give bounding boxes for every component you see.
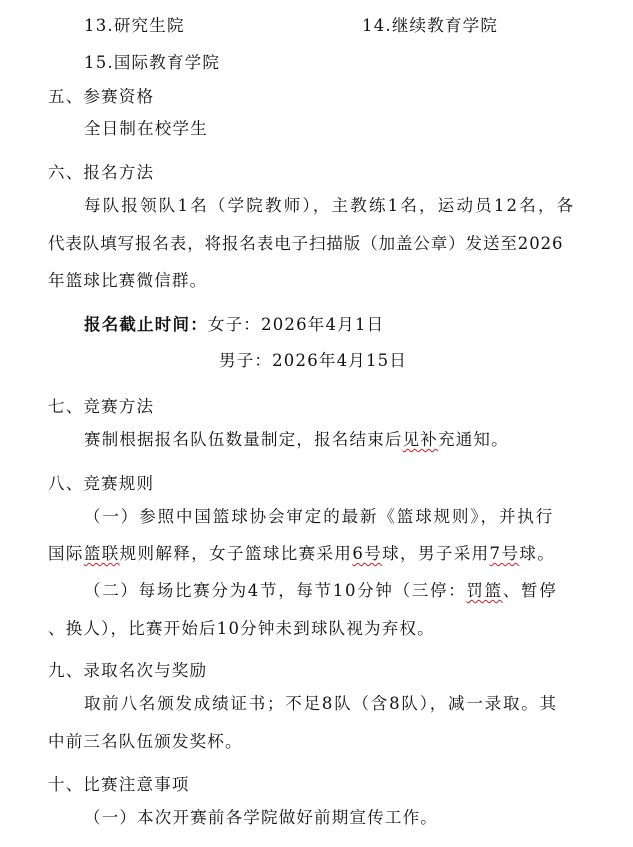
college-item-14: 14.继续教育学院 [362, 16, 499, 35]
deadline-label: 报名截止时间： [84, 315, 208, 334]
rule-1-line-2-a: 国际 [48, 544, 84, 563]
rule-1-line-1: （一）参照中国篮球协会审定的最新《篮球规则》，并执行 [84, 507, 555, 526]
deadline-row [84, 314, 384, 336]
deadline-men: 男子：2026年4月15日 [219, 351, 408, 370]
rule-2-line-1-b: 、暂停 [502, 581, 558, 600]
section-10-heading: 十、比赛注意事项 [48, 775, 190, 794]
rule-2-line-1-flagged: 罚篮 [466, 581, 503, 600]
rule-1-line-2-flagged-1: 篮联 [83, 544, 120, 563]
section-9-heading: 九、录取名次与奖励 [48, 661, 208, 680]
section-6-para-line-2: 代表队填写报名表，将报名表电子扫描版（加盖公章）发送至2026 [48, 234, 564, 253]
section-7-body-text-b: 充通知。 [438, 430, 509, 449]
section-8-heading: 八、竞赛规则 [48, 474, 155, 493]
section-9-line-1: 取前八名颁发成绩证书；不足8队（含8队），减一录取。其 [84, 694, 558, 713]
section-9-line-2: 中前三名队伍颁发奖杯。 [48, 732, 243, 751]
rule-1-line-2-flagged-3: 7号 [489, 544, 520, 563]
deadline-women: 女子：2026年4月1日 [207, 315, 385, 334]
section-5-heading: 五、参赛资格 [48, 87, 155, 106]
rule-1-line-2-c: 球，男子采用 [382, 544, 490, 563]
rule-2-line-2: 、换人），比赛开始后10分钟未到球队视为弃权。 [48, 619, 435, 638]
section-7-body-text-flagged: 见补 [402, 430, 439, 449]
section-5-body: 全日制在校学生 [84, 119, 208, 138]
section-6-para-line-3: 年篮球比赛微信群。 [48, 271, 208, 290]
rule-2-line-1-a: （二）每场比赛分为4节，每节10分钟（三停： [84, 581, 467, 600]
rule-2-line-1 [84, 580, 557, 602]
rule-1-line-2-flagged-2: 6号 [352, 544, 383, 563]
rule-1-line-2 [48, 543, 555, 565]
section-7-heading: 七、竞赛方法 [48, 397, 155, 416]
section-7-body [84, 429, 509, 451]
section-6-heading: 六、报名方法 [48, 163, 155, 182]
college-item-13: 13.研究生院 [84, 16, 185, 35]
section-10-item-1: （一）本次开赛前各学院做好前期宣传工作。 [84, 808, 438, 827]
rule-1-line-2-b: 规则解释，女子篮球比赛采用 [119, 544, 353, 563]
section-6-para-line-1: 每队报领队1名（学院教师），主教练1名，运动员12名，各 [84, 196, 576, 215]
rule-1-line-2-d: 球。 [519, 544, 556, 563]
section-7-body-text-a: 赛制根据报名队伍数量制定，报名结束后 [84, 430, 403, 449]
college-item-15: 15.国际教育学院 [84, 53, 221, 72]
